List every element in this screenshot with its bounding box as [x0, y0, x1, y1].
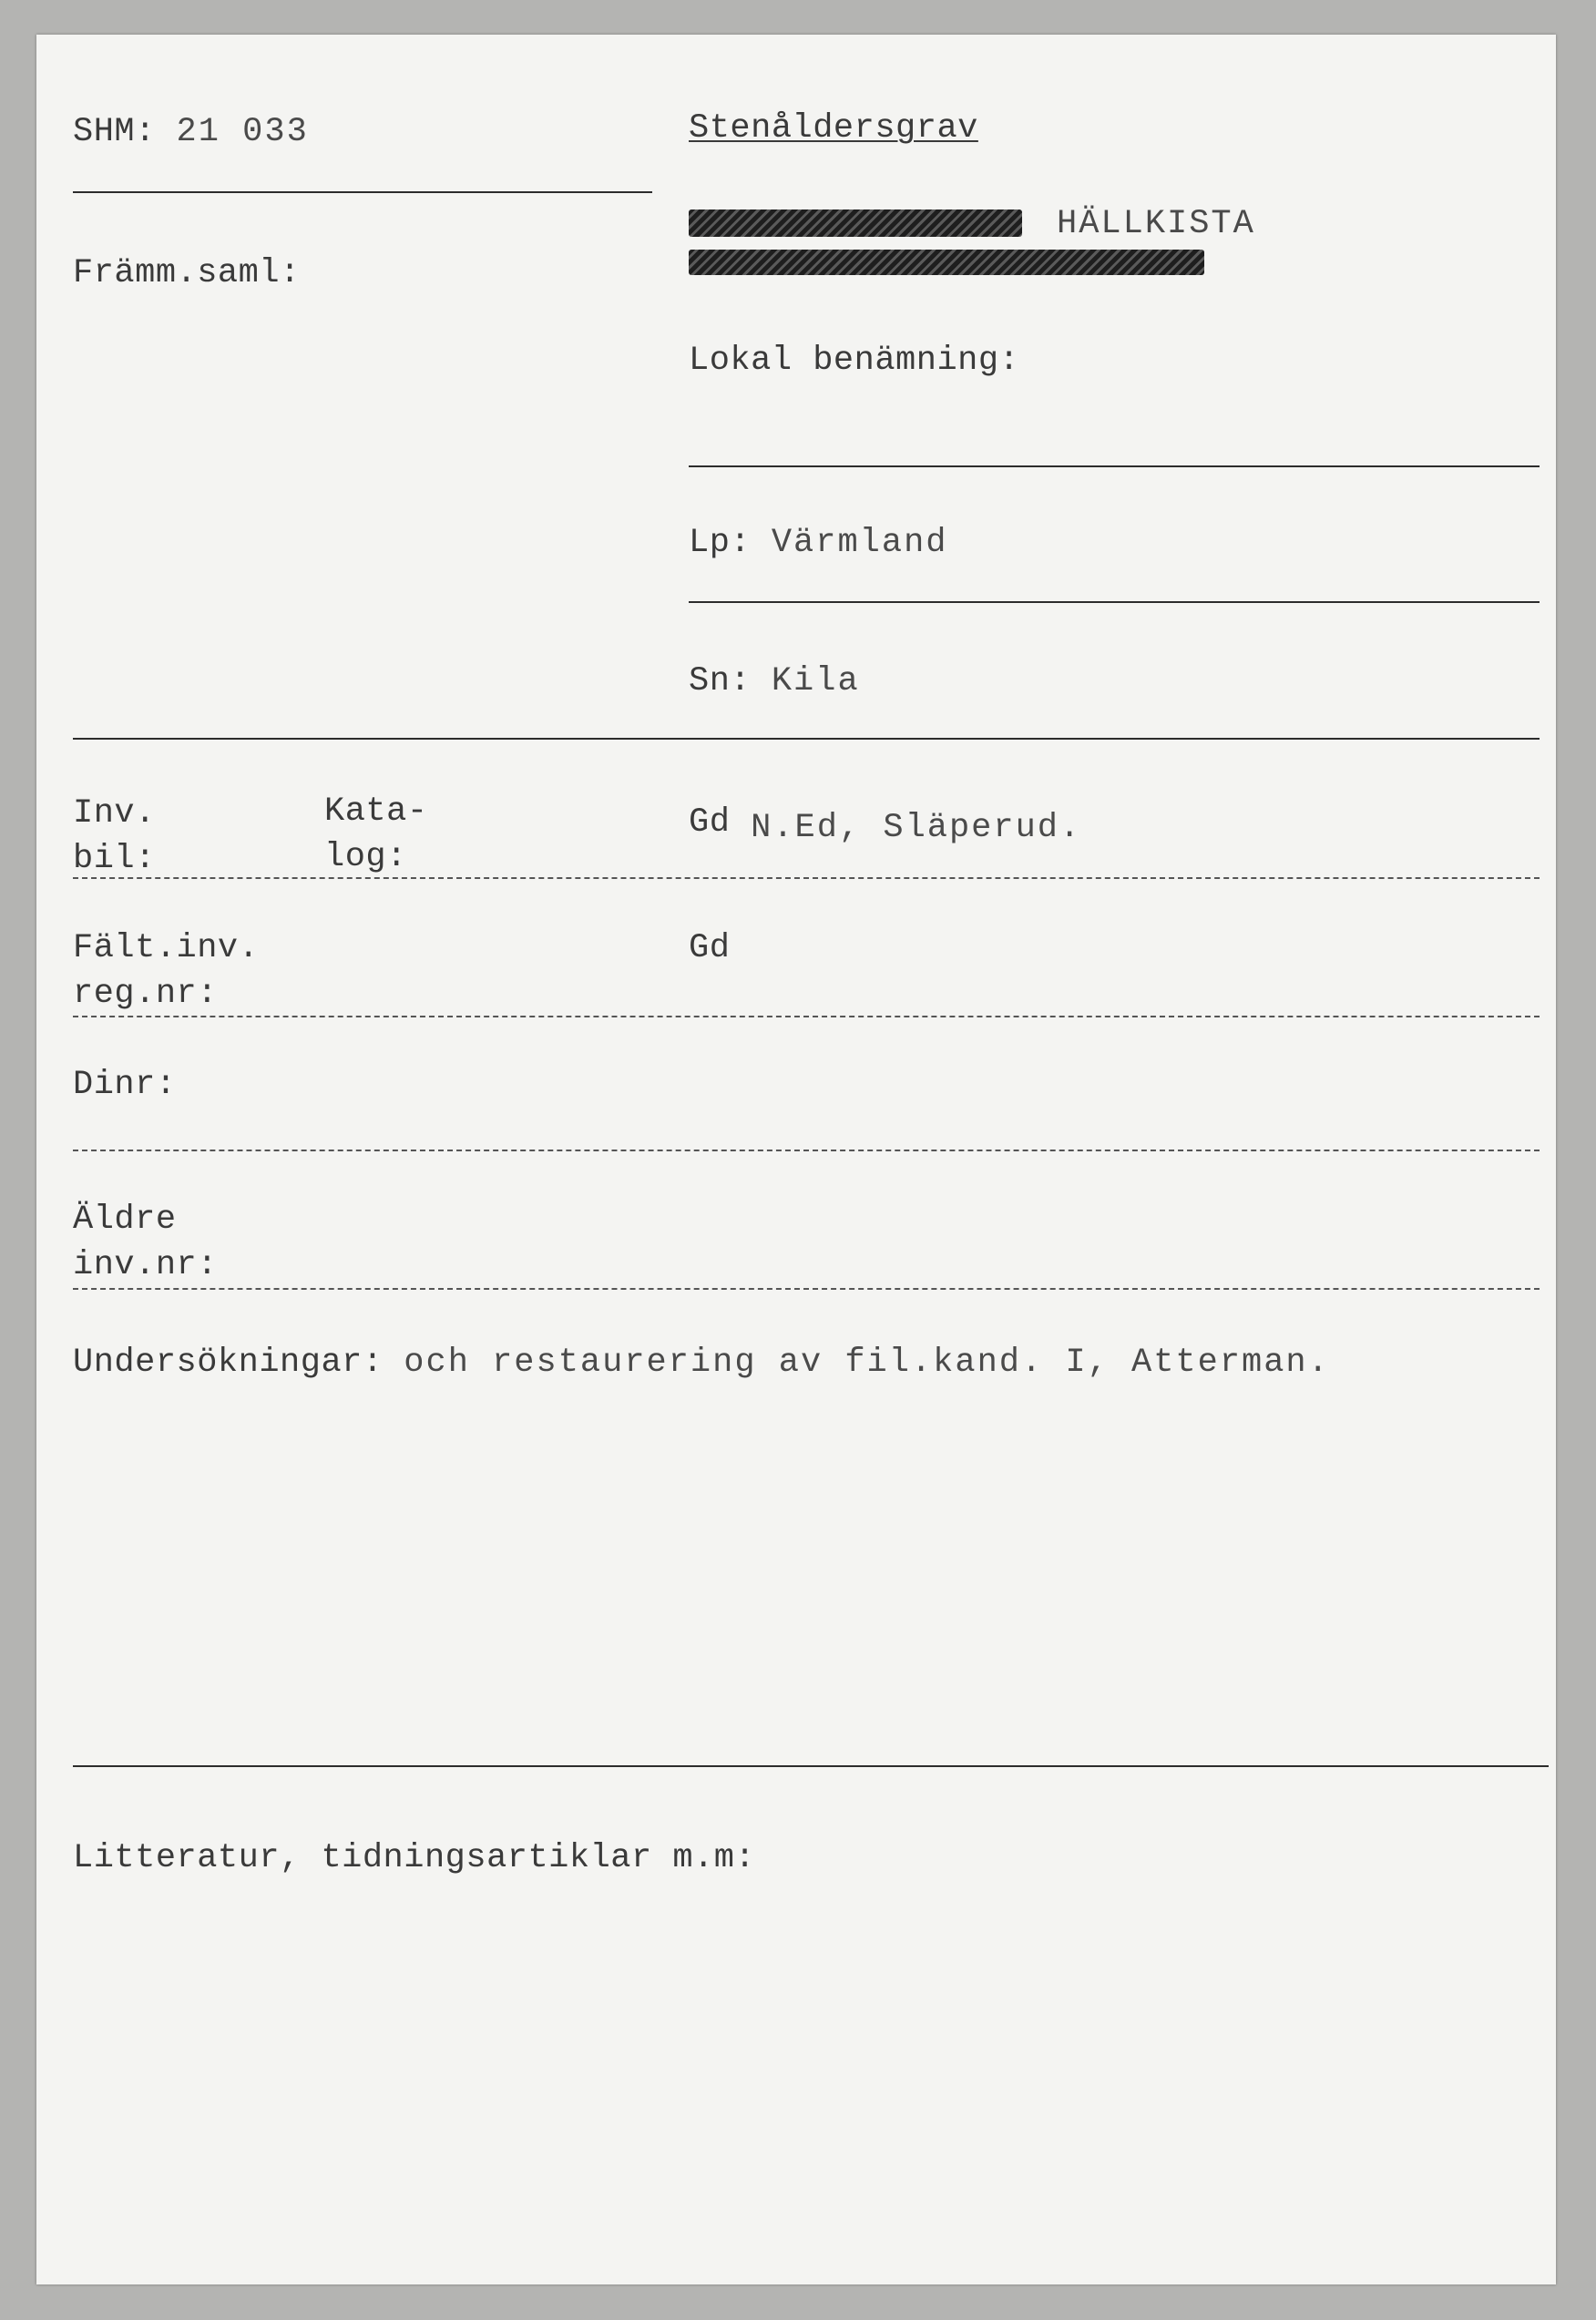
sn-label: Sn: — [689, 662, 752, 700]
divider — [73, 877, 1540, 879]
divider — [73, 1765, 1549, 1767]
divider — [73, 191, 652, 193]
lp-label: Lp: — [689, 524, 752, 562]
type-value: HÄLLKISTA — [1057, 205, 1255, 243]
divider — [689, 601, 1540, 603]
sn-field — [689, 659, 860, 704]
shm-field — [73, 109, 309, 155]
gd-field — [689, 800, 1081, 851]
struck-out-text — [689, 210, 1022, 237]
litteratur-label: Litteratur, tidningsartiklar m.m: — [73, 1839, 756, 1877]
aldre-invnr-label: Äldre inv.nr: — [73, 1201, 218, 1284]
gd-label: Gd — [689, 803, 731, 842]
gd-label-2: Gd — [689, 929, 731, 967]
divider — [689, 465, 1540, 467]
undersokningar-value: och restaurering av fil.kand. I, Atterman. — [404, 1344, 1330, 1382]
shm-label: SHM: — [73, 113, 156, 151]
divider — [73, 1288, 1540, 1290]
lp-value: Värmland — [771, 524, 948, 562]
sn-value: Kila — [771, 662, 860, 700]
falt-inv-regnr-label: Fält.inv. reg.nr: — [73, 929, 260, 1013]
inv-bil-label: Inv. bil: — [73, 794, 156, 878]
shm-value: 21 033 — [176, 113, 309, 151]
lp-field — [689, 520, 947, 566]
struck-out-text — [689, 250, 1204, 275]
framm-saml-label: Främm.saml: — [73, 254, 301, 292]
divider — [73, 1150, 1540, 1151]
gd-value: N.Ed, Släperud. — [751, 809, 1082, 847]
dinr-label: Dinr: — [73, 1066, 177, 1104]
divider — [73, 738, 1540, 740]
divider — [73, 1016, 1540, 1017]
archive-card — [36, 35, 1556, 2284]
category-heading: Stenåldersgrav — [689, 109, 978, 148]
undersokningar-field — [73, 1340, 1330, 1385]
lokal-benamning-label: Lokal benämning: — [689, 342, 1020, 380]
katalog-label: Kata- log: — [324, 792, 428, 876]
undersokningar-label: Undersökningar: — [73, 1344, 384, 1382]
